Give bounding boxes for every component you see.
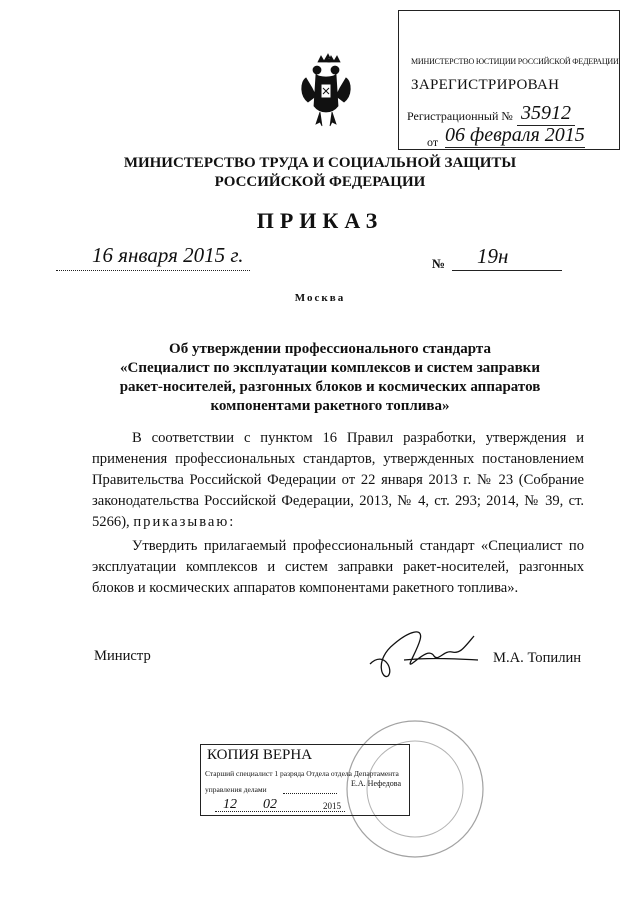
order-date: 16 января 2015 г.: [92, 243, 244, 267]
stamp-regdate-label: от: [427, 135, 439, 149]
russian-coat-of-arms-icon: [298, 52, 354, 132]
copy-stamp-title: КОПИЯ ВЕРНА: [207, 747, 313, 763]
paragraph-approval: Утвердить прилагаемый профессиональный стандарт «Специалист по эксплуатации комплексов и систем заправки ракет-носителей, разгонных блоков и космических аппаратов компонентами ракетного топлива».: [92, 538, 584, 596]
date-underline: [56, 270, 250, 271]
paragraph-legal-basis-text: В соответствии с пунктом 16 Правил разработки, утверждения и применения профессиональных стандартов, утвержденных постановлением Правительства Российской Федерации от 22 января 2013 г. № 23 (Собрание законодательства Российской Федерации, 2013, № 4, ст. 293; 2014, № 39, ст. 5266),: [92, 430, 584, 530]
stamp-registered: ЗАРЕГИСТРИРОВАН: [411, 77, 560, 93]
signatory-name: М.А. Топилин: [493, 650, 582, 666]
stamp-ministry: МИНИСТЕРСТВО ЮСТИЦИИ РОССИЙСКОЙ ФЕДЕРАЦИИ: [411, 57, 619, 66]
order-title: ПРИКАЗ: [256, 208, 384, 233]
copy-stamp-month: 02: [263, 797, 277, 812]
order-number-label: №: [432, 256, 446, 271]
order-subject: [60, 340, 600, 416]
subject-line: ракет-носителей, разгонных блоков и космических аппаратов: [119, 379, 541, 395]
copy-certified-stamp: [200, 744, 410, 816]
subject-line: «Специалист по эксплуатации комплексов и систем заправки: [120, 360, 540, 376]
copy-stamp-name: Е.А. Нефедова: [351, 779, 402, 788]
copy-stamp-position: Старший специалист 1 разряда Отдела отдела Департамента: [205, 769, 399, 778]
subject-line: компонентами ракетного топлива»: [210, 398, 450, 414]
copy-stamp-day: 12: [223, 797, 237, 812]
registration-stamp: [398, 10, 620, 150]
city: Москва: [294, 292, 346, 304]
paragraph-legal-basis: [92, 428, 584, 533]
subject-line: Об утверждении профессионального стандарта: [169, 341, 491, 357]
order-action-text: приказываю:: [133, 514, 236, 530]
ministry-title-line: МИНИСТЕРСТВО ТРУДА И СОЦИАЛЬНОЙ ЗАЩИТЫ: [123, 155, 517, 171]
number-underline: [452, 270, 562, 271]
signatory-position: Министр: [94, 648, 151, 664]
stamp-regdate-value: 06 февраля 2015: [445, 124, 585, 146]
copy-stamp-date-line: [215, 811, 345, 812]
order-number-value: 19н: [477, 244, 509, 268]
copy-stamp-signature-line: [283, 793, 337, 794]
stamp-regnum-value: 35912: [517, 102, 575, 126]
stamp-regnum-label: Регистрационный №: [407, 109, 513, 123]
copy-stamp-office: управления делами: [205, 785, 267, 794]
ministry-title-line: РОССИЙСКОЙ ФЕДЕРАЦИИ: [214, 174, 426, 190]
copy-stamp-year: 2015: [323, 801, 341, 811]
signature-image: [364, 620, 484, 680]
ministry-title: [0, 154, 640, 192]
